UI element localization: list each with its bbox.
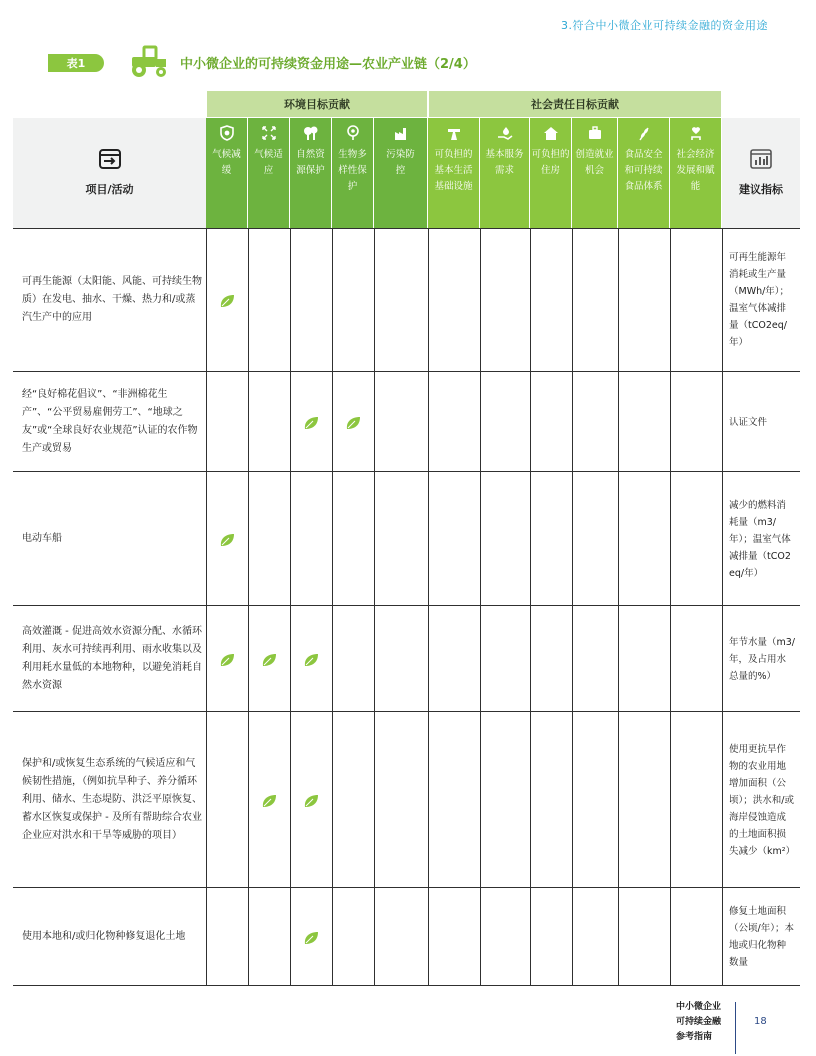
leaf-icon	[303, 793, 319, 807]
indicator-text: 修复土地面积（公顷/年）；本地或归化物种数量	[729, 906, 794, 968]
project-text: 电动车船	[22, 533, 62, 544]
project-text: 经“良好棉花倡议”、“非洲棉花生产”、“公平贸易雇佣劳工”、“地球之友”或“全球良好农业规范”认证的农作物生产或贸易	[22, 389, 198, 454]
column-header	[480, 118, 530, 228]
leaf-icon	[303, 415, 319, 429]
chart-board-icon	[750, 149, 772, 169]
leaf-icon	[261, 793, 277, 807]
wheat-icon	[636, 125, 652, 141]
column-divider	[206, 228, 207, 986]
column-header	[428, 118, 480, 228]
leaf-icon	[261, 652, 277, 666]
column-divider	[670, 228, 671, 986]
column-header	[670, 118, 722, 228]
column-divider	[530, 228, 531, 986]
indicator-header-label: 建议指标	[739, 183, 783, 196]
footer-divider	[735, 1002, 736, 1054]
leaf-icon	[219, 293, 235, 307]
factory-icon	[393, 125, 409, 141]
indicator-text: 可再生能源年消耗或生产量（MWh/年）；温室气体减排量（tCO2eq/年）	[729, 252, 790, 348]
leaf-icon	[303, 930, 319, 944]
arrow-box-icon	[99, 149, 121, 169]
column-divider	[248, 228, 249, 986]
column-header	[530, 118, 572, 228]
column-header-label: 气候适应	[254, 149, 283, 176]
project-header-label: 项目/活动	[85, 183, 134, 196]
column-divider	[480, 228, 481, 986]
indicator-text: 年节水量（m3/年，及占用水总量的%）	[729, 636, 795, 682]
leaf-icon	[219, 652, 235, 666]
column-divider	[290, 228, 291, 986]
footer-line-2: 可持续金融	[676, 1017, 722, 1027]
footer-line-1: 中小微企业	[676, 1002, 722, 1012]
env-group-header: 环境目标贡献	[206, 90, 428, 118]
expand-arrows-icon	[261, 125, 277, 141]
column-header-label: 食品安全和可持续食品体系	[624, 149, 663, 192]
column-divider	[572, 228, 573, 986]
project-text: 使用本地和/或归化物种修复退化土地	[22, 931, 186, 942]
indicator-text: 认证文件	[729, 416, 768, 428]
column-header	[290, 118, 332, 228]
hand-drop-icon	[497, 125, 513, 141]
leaf-icon	[219, 532, 235, 546]
page-heading: 中小微企业的可持续资金用途—农业产业链（2/4）	[180, 57, 476, 72]
social-group-header: 社会责任目标贡献	[428, 90, 722, 118]
column-divider	[722, 228, 723, 986]
column-header-label: 自然资源保护	[296, 149, 325, 176]
table-badge: 表1	[48, 54, 104, 72]
indicator-text: 使用更抗旱作物的农业用地增加面积（公顷）；洪水和/或海岸侵蚀造成的土地面积损失减少（km²）	[729, 743, 796, 857]
project-text: 保护和/或恢复生态系统的气候适应和气候韧性措施，（例如抗旱种子、养分循环利用、储水、生态堤防、洪泛平原恢复、蓄水区恢复或保护 - 及所有帮助综合农业企业应对洪水和干旱等威胁的项目）	[22, 758, 202, 841]
plant-pin-icon	[345, 125, 361, 141]
column-header-label: 基本服务需求	[485, 149, 524, 176]
footer-guide-title	[676, 1000, 721, 1045]
column-divider	[618, 228, 619, 986]
section-title: 3.符合中小微企业可持续金融的资金用途	[561, 19, 768, 32]
project-text: 高效灌溉 - 促进高效水资源分配、水循环利用、灰水可持续再利用、雨水收集以及利用耗水量低的本地物种，以避免消耗自然水资源	[22, 626, 202, 691]
column-header-label: 生物多样性保护	[338, 149, 367, 192]
page-number: 18	[754, 1016, 767, 1027]
column-header-label: 气候减缓	[212, 149, 241, 176]
column-divider	[332, 228, 333, 986]
indicator-text: 减少的燃料消耗量（m3/年）；温室气体减排量（tCO2eq/年）	[729, 499, 791, 579]
column-divider	[428, 228, 429, 986]
column-header	[332, 118, 374, 228]
column-header	[248, 118, 290, 228]
column-header-label: 可负担的基本生活基础设施	[434, 149, 473, 192]
leaf-icon	[303, 652, 319, 666]
house-icon	[543, 125, 559, 141]
trees-icon	[303, 125, 319, 141]
people-heart-icon	[688, 125, 704, 141]
column-header	[206, 118, 248, 228]
briefcase-icon	[587, 125, 603, 141]
column-header-label: 创造就业机会	[575, 149, 614, 176]
road-sign-icon	[446, 125, 462, 141]
project-text: 可再生能源（太阳能、风能、可持续生物质）在发电、抽水、干燥、热力和/或蒸汽生产中的应用	[22, 276, 202, 323]
column-header	[374, 118, 428, 228]
column-divider	[374, 228, 375, 986]
sustainability-table	[13, 0, 800, 1056]
indicator-header	[722, 118, 800, 228]
leaf-icon	[345, 415, 361, 429]
shield-leaf-icon	[219, 125, 235, 141]
column-header-label: 社会经济发展和赋能	[676, 149, 715, 192]
column-header	[618, 118, 670, 228]
project-header	[13, 118, 206, 228]
column-header	[572, 118, 618, 228]
column-header-label: 污染防控	[386, 149, 415, 176]
footer-line-3: 参考指南	[676, 1032, 713, 1042]
column-header-label: 可负担的住房	[531, 149, 570, 176]
